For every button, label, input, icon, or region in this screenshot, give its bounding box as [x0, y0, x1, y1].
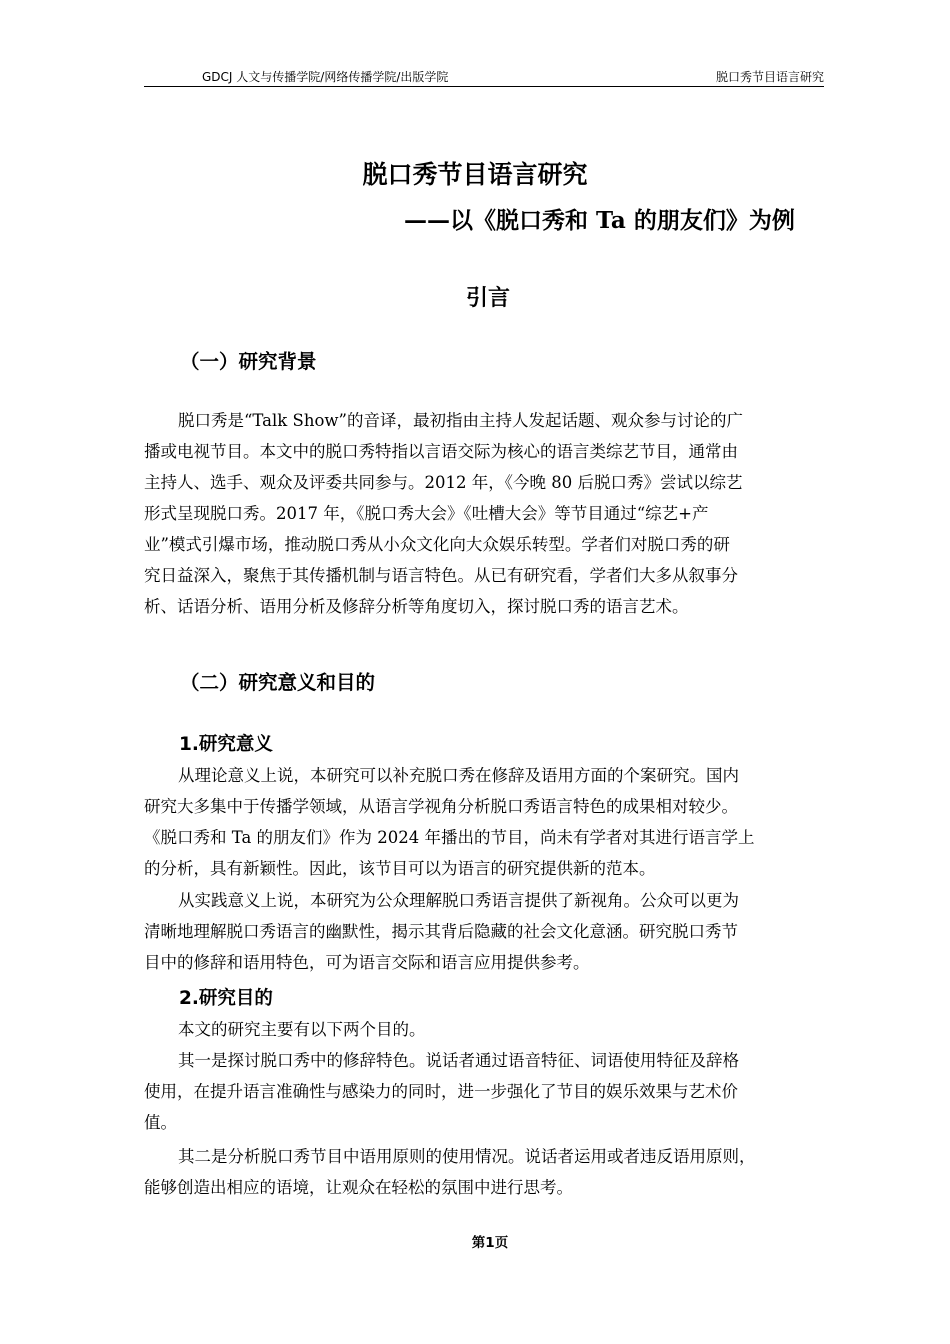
- page-header: [144, 66, 824, 87]
- text-line: 目中的修辞和语用特色，可为语言交际和语言应用提供参考。: [144, 953, 590, 972]
- paragraph-purpose-one: [144, 1045, 844, 1138]
- text-line: 从实践意义上说，本研究为公众理解脱口秀语言提供了新视角。公众可以更为: [178, 891, 739, 910]
- text-line: 形式呈现脱口秀。2017 年，《脱口秀大会》《吐槽大会》等节目通过“综艺+产: [144, 504, 709, 523]
- heading-significance-purpose: （二）研究意义和目的: [180, 671, 376, 694]
- heading-background: （一）研究背景: [180, 350, 317, 373]
- paragraph-purpose-intro: [144, 1014, 844, 1045]
- text-line: 主持人、选手、观众及评委共同参与。2012 年，《今晚 80 后脱口秀》尝试以综艺: [144, 473, 743, 492]
- paragraph-background: [144, 405, 844, 622]
- text-line: 从理论意义上说，本研究可以补充脱口秀在修辞及语用方面的个案研究。国内: [178, 766, 739, 785]
- section-heading-intro: 引言: [465, 286, 510, 311]
- paragraph-practice: [144, 885, 844, 978]
- text-line: 《脱口秀和 Ta 的朋友们》作为 2024 年播出的节目，尚未有学者对其进行语言学上: [144, 828, 755, 847]
- heading-significance: 1.研究意义: [179, 734, 273, 755]
- text-line: 使用，在提升语言准确性与感染力的同时，进一步强化了节目的娱乐效果与艺术价: [144, 1082, 738, 1101]
- text-line: 值。: [144, 1113, 177, 1132]
- text-line: 析、话语分析、语用分析及修辞分析等角度切入，探讨脱口秀的语言艺术。: [144, 597, 689, 616]
- text-line: 研究大多集中于传播学领域，从语言学视角分析脱口秀语言特色的成果相对较少。: [144, 797, 738, 816]
- text-line: 脱口秀是“Talk Show”的音译，最初指由主持人发起话题、观众参与讨论的广: [178, 411, 743, 430]
- text-line: 业”模式引爆市场，推动脱口秀从小众文化向大众娱乐转型。学者们对脱口秀的研: [144, 535, 730, 554]
- header-running-title: 脱口秀节目语言研究: [715, 70, 824, 84]
- text-line: 究日益深入，聚焦于其传播机制与语言特色。从已有研究看，学者们大多从叙事分: [144, 566, 738, 585]
- heading-purpose: 2.研究目的: [179, 988, 273, 1009]
- paragraph-purpose-two: [144, 1141, 844, 1203]
- text-line: 的分析，具有新颖性。因此，该节目可以为语言的研究提供新的范本。: [144, 859, 656, 878]
- document-subtitle: ——以《脱口秀和 Ta 的朋友们》为例: [404, 207, 795, 234]
- header-institution: GDCJ 人文与传播学院/网络传播学院/出版学院: [202, 70, 449, 84]
- text-line: 其二是分析脱口秀节目中语用原则的使用情况。说话者运用或者违反语用原则，: [178, 1147, 756, 1166]
- text-line: 播或电视节目。本文中的脱口秀特指以言语交际为核心的语言类综艺节目，通常由: [144, 442, 738, 461]
- page-number: 第1页: [471, 1235, 509, 1251]
- text-line: 本文的研究主要有以下两个目的。: [178, 1020, 426, 1039]
- text-line: 能够创造出相应的语境，让观众在轻松的氛围中进行思考。: [144, 1178, 573, 1197]
- document-title: 脱口秀节目语言研究: [362, 160, 588, 189]
- paragraph-theory: [144, 760, 844, 884]
- text-line: 其一是探讨脱口秀中的修辞特色。说话者通过语音特征、词语使用特征及辞格: [178, 1051, 739, 1070]
- text-line: 清晰地理解脱口秀语言的幽默性，揭示其背后隐藏的社会文化意涵。研究脱口秀节: [144, 922, 738, 941]
